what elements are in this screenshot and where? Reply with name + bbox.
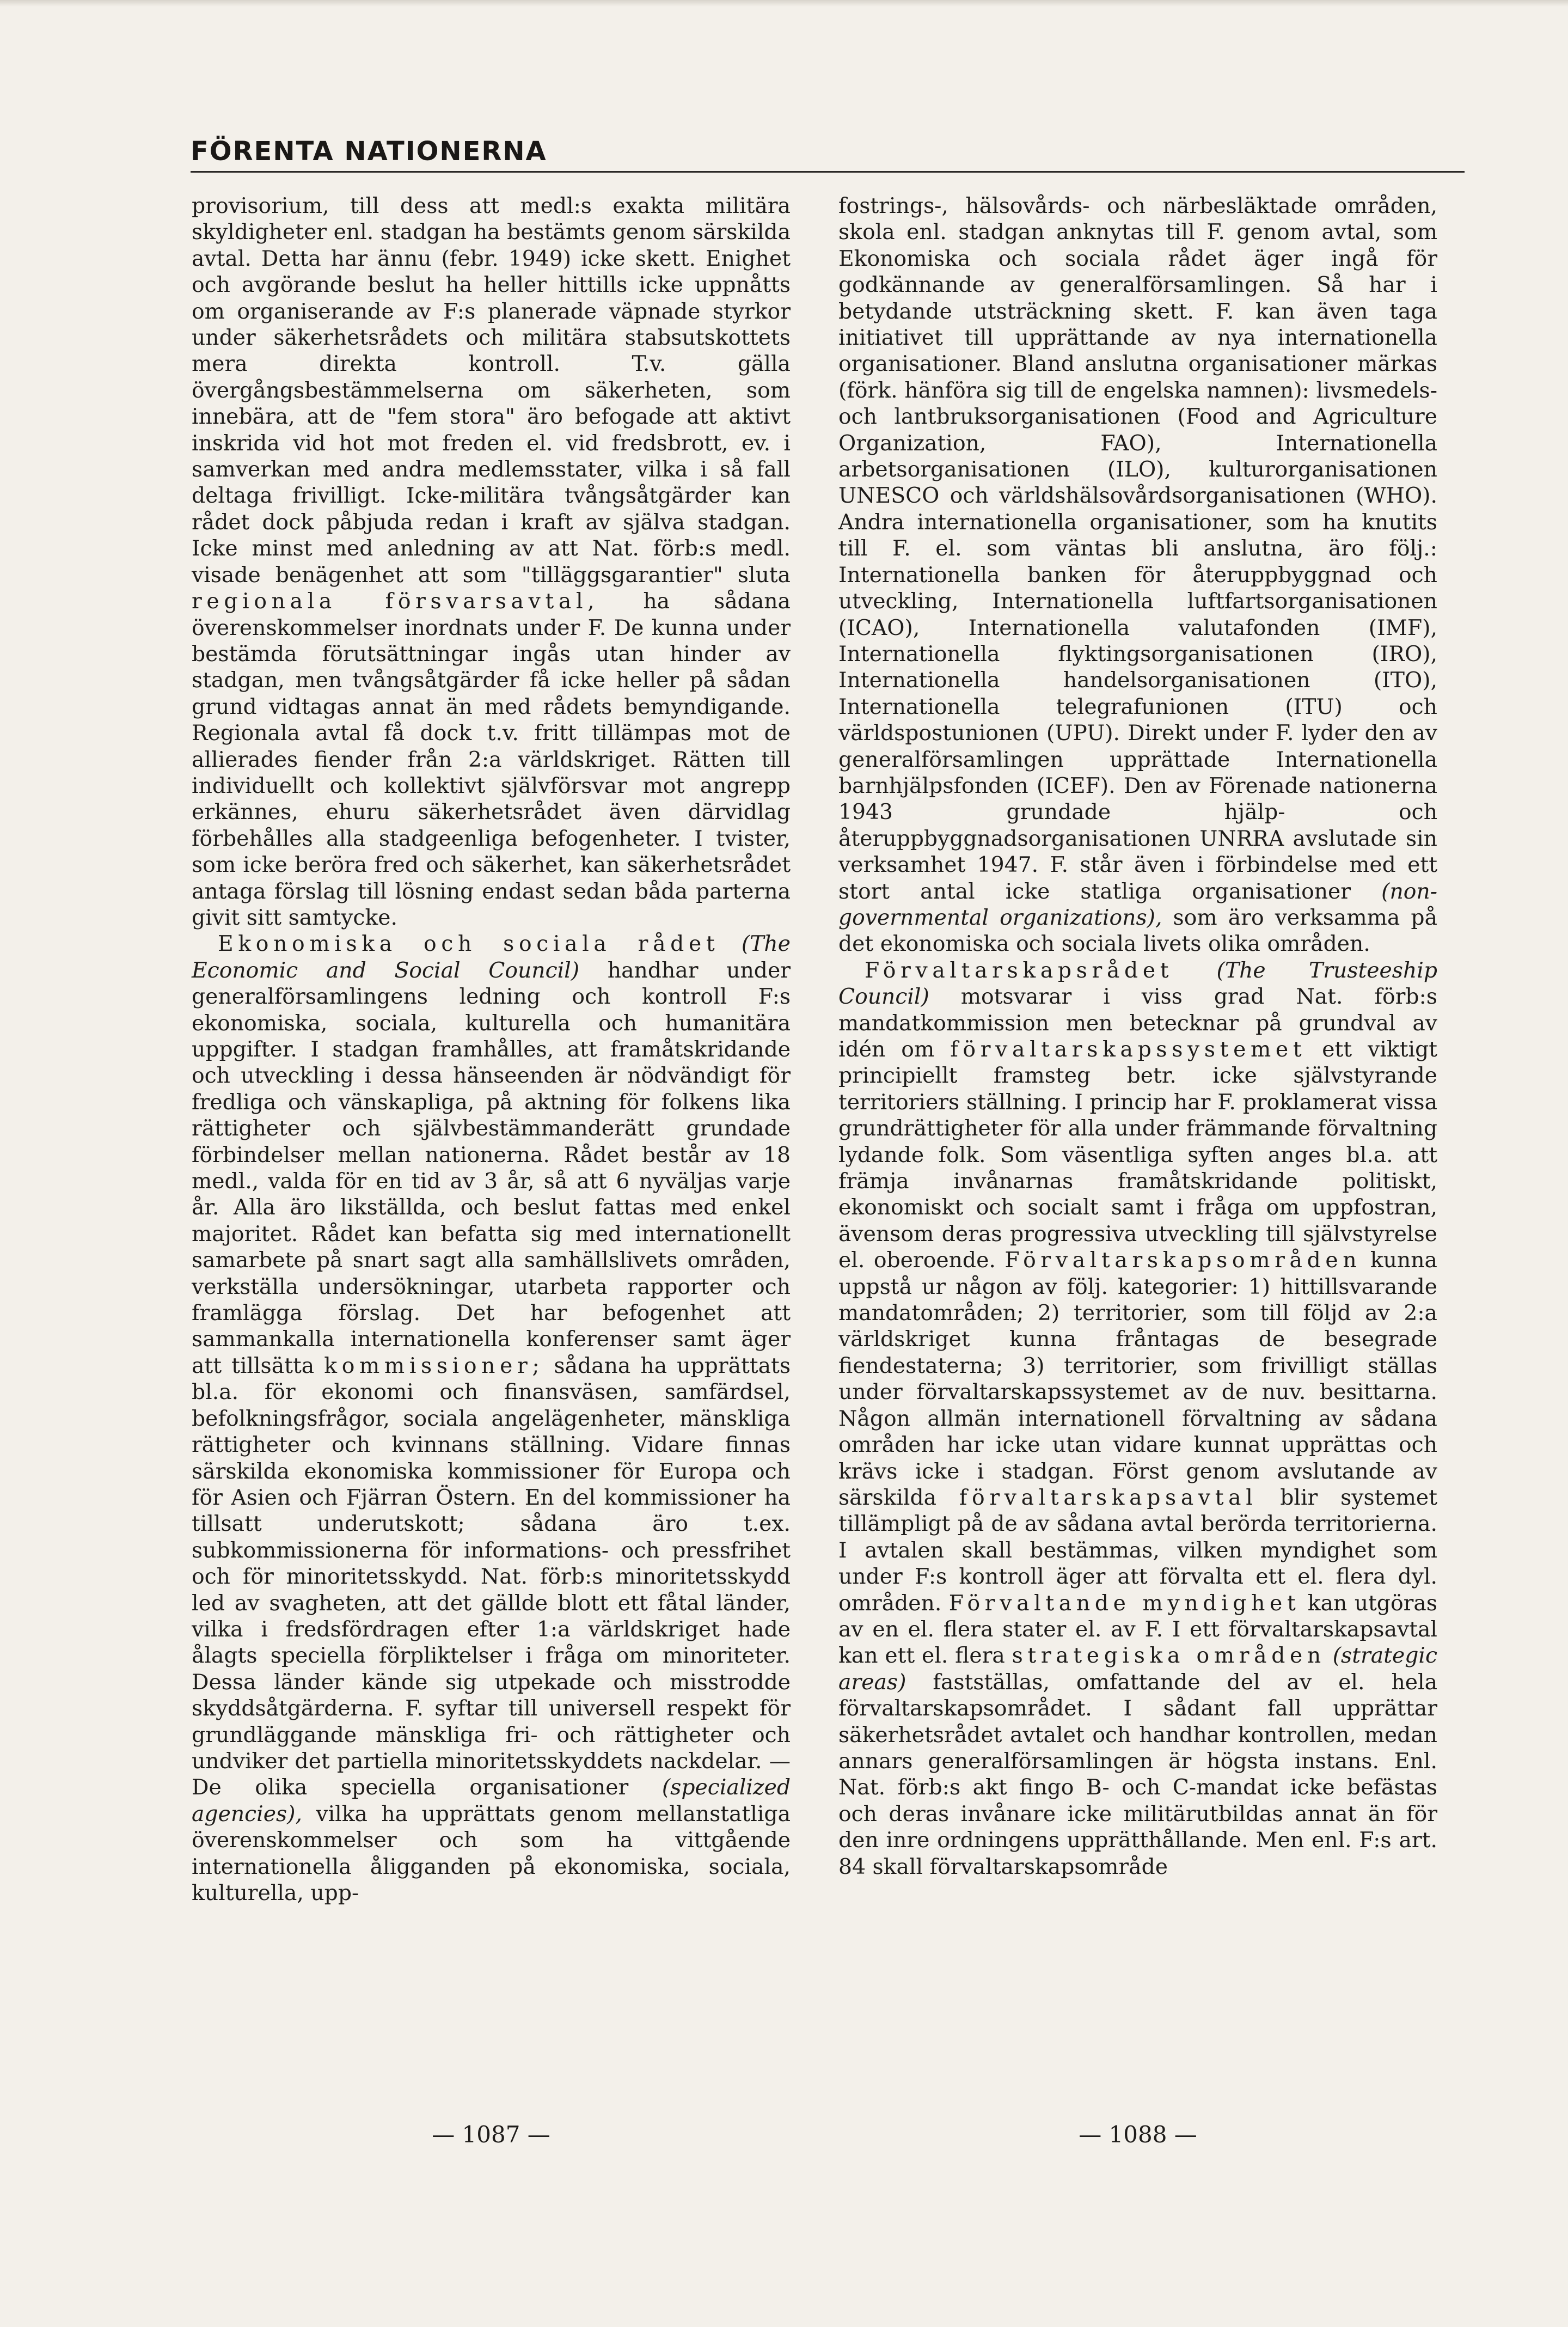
page-title: FÖRENTA NATIONERNA [191,136,547,167]
text-run: provisorium, till dess att medl:s exakta militära skyldigheter enl. stadgan ha bestämts genom särskilda avtal. Detta har ännu (febr. 1949) icke skett. Enighet och avgörande beslut ha heller hittills icke uppnåtts om organiserande av F:s planerade väpnade styrkor under säkerhetsrådets och militära stabsutskottets mera direkta kontroll. T.v. gälla övergångsbestämmelserna om säkerheten, som innebära, att de "fem stora" äro befogade att aktivt inskrida vid hot mot freden el. vid fredsbrott, ev. i samverkan med andra medlemsstater, vilka i så fall deltaga frivilligt. Icke-militära tvångsåtgärder kan rådet dock påbjuda redan i kraft av själva stadgan. Icke minst med anledning av att Nat. förb:s medl. visade benägenhet att som "tilläggsgarantier" sluta [192,194,791,588]
paragraph [192,931,791,1907]
text-run: kunna uppstå ur någon av följ. kategorier: 1) hittillsvarande mandatområden; 2) territorier, som till följd av 2:a världskriget kunna fråntagas de besegrade fiendestaterna; 3) territorier, som frivilligt ställas under förvaltarskapssystemet av de nuv. besittarna. Någon allmän internationell förvaltning av sådana områden har icke utan vidare kunnat upprättas och krävs icke i stadgan. Först genom avslutande av särskilda [838,1248,1437,1510]
paragraph [192,193,791,931]
page-number-right: — 1088 — [1079,2121,1197,2148]
spaced-term: förvaltarskapsavtal [959,1485,1258,1510]
text-run: fastställas, omfattande del av el. hela förvaltarskapsområdet. I sådant fall upprättar säkerhetsrådet avtalet och handhar kontrollen, medan annars generalförsamlingen är högsta instans. Enl. Nat. förb:s akt fingo B- och C-mandat icke befästas och deras invånare icke militärutbildas annat än för den inre ordningens upprätthållande. Men enl. F:s art. 84 skall förvaltarskapsområde [838,1670,1438,1879]
right-column [838,193,1437,1880]
italic-term: (strategic areas) [838,1644,1437,1695]
spaced-term: Förvaltarskapsområden [1004,1248,1362,1273]
spaced-term: regionala försvarsavtal, [192,589,599,614]
left-column [192,193,791,1907]
text-run: kan utgöras av en el. flera stater el. av F. I ett förvaltarskapsavtal kan ett el. flera [838,1591,1437,1669]
italic-term: (non-governmental organizations), [838,879,1437,930]
page-top-edge [0,0,1568,7]
italic-term: (The Economic and Social Council) [192,932,791,983]
running-header [191,136,1465,173]
text-run: ett viktigt principiellt framsteg betr. icke självstyrande territoriers ställning. I princip har F. proklamerat vissa grundrättigheter för alla under främmande förvaltning lydande folk. Som väsentliga syften anges bl.a. att främja invånarnas framåtskridande politiskt, ekonomiskt och socialt samt i fråga om uppfostran, ävensom deras progressiva utveckling till självstyrelse el. oberoende. [838,1037,1438,1273]
italic-term: (specialized agencies), [192,1775,791,1827]
paragraph [838,193,1437,958]
page-number-left: — 1087 — [432,2121,550,2148]
text-run: ha sådana överenskommelser inordnats under F. De kunna under bestämda förutsättningar ingås utan hinder av stadgan, men tvångsåtgärder få icke heller på sådan grund vidtagas annat än med rådets bemyndigande. Regionala avtal få dock t.v. fritt tillämpas mot de allierades fiender från 2:a världskriget. Rätten till individuellt och kollektivt självförsvar mot angrepp erkännes, ehuru säkerhetsrådet även därvidlag förbehålles alla stadgeenliga befogenheter. I tvister, som icke beröra fred och säkerhet, kan säkerhetsrådet antaga förslag till lösning endast sedan båda parterna givit sitt samtycke. [192,589,791,930]
text-run: handhar under generalförsamlingens ledning och kontroll F:s ekonomiska, sociala, kulturella och humanitära uppgifter. I stadgan framhålles, att framåtskridande och utveckling i dessa hänseenden är nödvändigt för fredliga och vänskapliga, på aktning för folkens lika rättigheter och självbestämmanderätt grundade förbindelser mellan nationerna. Rådet består av 18 medl., valda för en tid av 3 år, så att 6 nyväljas varje år. Alla äro likställda, och beslut fattas med enkel majoritet. Rådet kan befatta sig med internationellt samarbete på snart sagt alla samhällslivets områden, verkställa undersökningar, utarbeta rapporter och framlägga förslag. Det har befogenhet att sammankalla internationella konferenser samt äger att tillsätta [192,958,791,1378]
text-run: vilka ha upprättats genom mellanstatliga överenskommelser och som ha vittgående internationella åligganden på ekonomiska, sociala, kulturella, upp- [192,1801,791,1905]
text-run: sådana ha upprättats bl.a. för ekonomi och finansväsen, samfärdsel, befolkningsfrågor, sociala angelägenheter, mänskliga rättigheter och kvinnans ställning. Vidare finnas särskilda ekonomiska kommissioner för Europa och för Asien och Fjärran Östern. En del kommissioner ha tillsatt underutskott; sådana äro t.ex. subkommissionerna för informations- och pressfrihet och för minoritetsskydd. Nat. förb:s minoritetsskydd led av svagheten, att det gällde blott ett fåtal länder, vilka i fredsfördragen efter 1:a världskriget hade ålagts speciella förpliktelser i fråga om minoriteter. Dessa länder kände sig utpekade och misstrodde skyddsåtgärderna. F. syftar till universell respekt för grundläggande mänskliga fri- och rättigheter och undviker det partiella minoritetsskyddets nackdelar. — De olika speciella organisationer [192,1353,791,1800]
spaced-term: strategiska områden [1012,1644,1326,1669]
spaced-term: förvaltarskapssystemet [950,1037,1307,1062]
text-run: motsvarar i viss grad Nat. förb:s mandatkommission men betecknar på grundval av idén om [838,985,1437,1062]
spaced-term: kommissioner; [324,1353,544,1378]
paragraph [838,958,1437,1880]
text-run: fostrings-, hälsovårds- och närbesläktade områden, skola enl. stadgan anknytas till F. genom avtal, som Ekonomiska och sociala rådet äger ingå för godkännande av generalförsamlingen. Så har i betydande utsträckning skett. F. kan även taga initiativet till upprättande av nya internationella organisationer. Bland anslutna organisationer märkas (förk. hänföra sig till de engelska namnen): livsmedels- och lantbruksorganisationen (Food and Agriculture Organization, FAO), Internationella arbetsorganisationen (ILO), kulturorganisationen UNESCO och världshälsovårdsorganisationen (WHO). Andra internationella organisationer, som ha knutits till F. el. som väntas bli anslutna, äro följ.: Internationella banken för återuppbyggnad och utveckling, Internationella luftfartsorganisationen (ICAO), Internationella valutafonden (IMF), Internationella flyktingsorganisationen (IRO), Internationella handelsorganisationen (ITO), Internationella telegrafunionen (ITU) och världspostunionen (UPU). Direkt under F. lyder den av generalförsamlingen upprättade Internationella barnhjälpsfonden (ICEF). Den av Förenade nationerna 1943 grundade hjälp- och återuppbyggnadsorganisationen UNRRA avslutade sin verksamhet 1947. F. står även i förbindelse med ett stort antal icke statliga organisationer [838,194,1437,904]
spaced-term: Förvaltande myndighet [948,1591,1301,1616]
text-run: blir systemet tillämpligt på de av sådana avtal berörda territorierna. I avtalen skall bestämmas, vilken myndighet som under F:s kontroll äger att förvalta ett el. flera dyl. områden. [838,1485,1437,1616]
text-run: som äro verksamma på det ekonomiska och sociala livets olika områden. [838,905,1437,957]
italic-term: (The Trusteeship Council) [838,958,1437,1010]
spaced-term: Ekonomiska och sociala rådet [218,932,720,957]
spaced-term: Förvaltarskapsrådet [865,958,1174,983]
